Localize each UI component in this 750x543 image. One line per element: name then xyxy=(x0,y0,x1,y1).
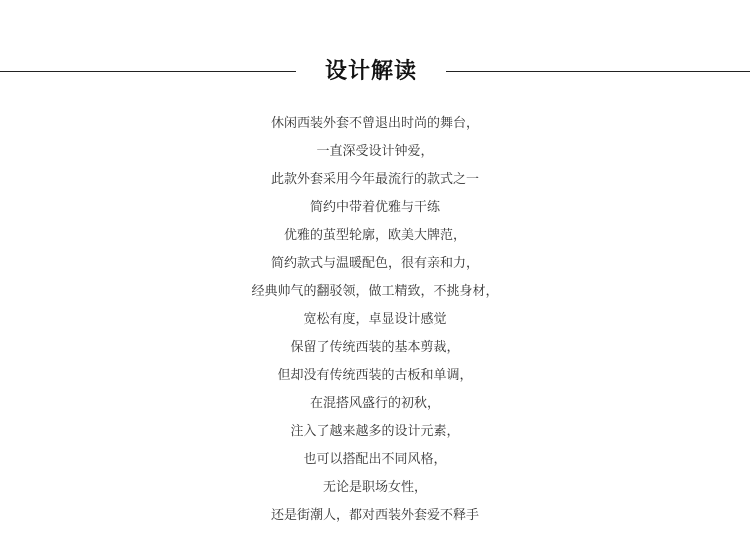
description-line: 无论是职场女性， xyxy=(322,480,427,495)
right-divider-line xyxy=(446,71,750,72)
description-line: 注入了越来越多的设计元素， xyxy=(290,424,460,439)
section-header xyxy=(0,56,750,88)
description-line: 优雅的茧型轮廓，欧美大牌范， xyxy=(283,228,466,243)
description-line: 保留了传统西装的基本剪裁， xyxy=(290,340,460,355)
description-line: 简约款式与温暖配色，很有亲和力， xyxy=(270,256,479,271)
description-line: 休闲西装外套不曾退出时尚的舞台， xyxy=(270,116,479,131)
description-line: 一直深受设计钟爱， xyxy=(316,144,434,159)
left-divider-line xyxy=(0,71,296,72)
description-line: 但却没有传统西装的古板和单调， xyxy=(277,368,473,383)
description-line: 简约中带着优雅与干练 xyxy=(309,200,440,215)
description-line: 此款外套采用今年最流行的款式之一 xyxy=(270,172,479,187)
section-title: 设计解读 xyxy=(324,59,417,84)
description-line: 也可以搭配出不同风格， xyxy=(303,452,447,467)
description-line: 在混搭风盛行的初秋， xyxy=(309,396,440,411)
description-text-block xyxy=(0,110,750,530)
description-line: 还是街潮人，都对西装外套爱不释手 xyxy=(270,508,479,523)
description-line: 宽松有度，卓显设计感觉 xyxy=(303,312,447,327)
description-line: 经典帅气的翻驳领，做工精致，不挑身材， xyxy=(251,284,499,299)
